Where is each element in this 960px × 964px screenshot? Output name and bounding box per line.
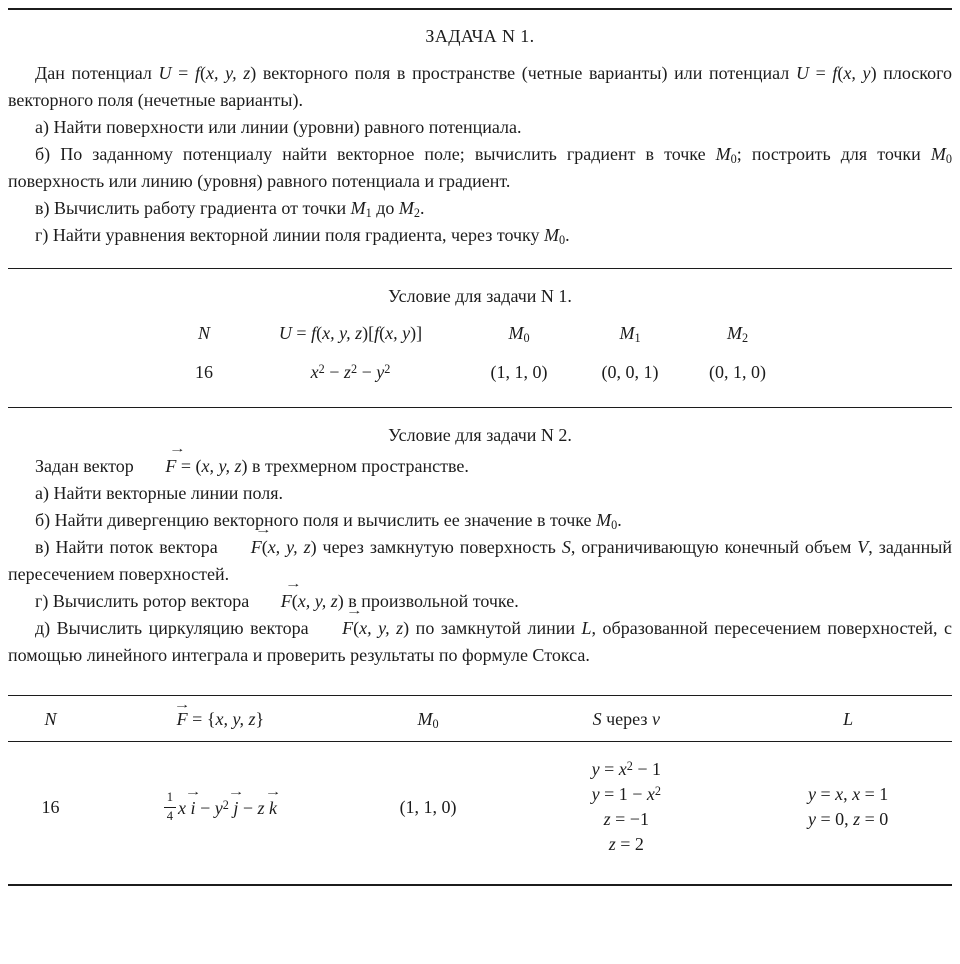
t2-field-formula: $\frac{1}{4}$ $x \to i - y^2 \to j - z \to k$ [93, 742, 348, 873]
t1-header-potential: U = f(x, y, z)[f(x, y)] [278, 323, 423, 343]
problem1-item-a: а) Найти поверхности или линии (уровни) равного потенциала. [35, 117, 522, 137]
t2-surface-equations: $y = x^2 - 1$ $y = 1 - x^2$ z = −1 z = 2 [591, 758, 662, 854]
problem2-intro: Задан вектор → F = (x, y, z) в трехмерном пространстве. [8, 453, 952, 480]
conditions2-table [8, 696, 952, 872]
t1-variant-number: 16 [195, 362, 213, 382]
conditions1-data-row [170, 353, 790, 392]
problem1-item-v: в) Вычислить работу градиента от точки M1 до M2. [35, 198, 425, 220]
t2-header-line: L [744, 696, 952, 742]
section-divider-2 [8, 407, 952, 408]
conditions2-header-row [8, 696, 952, 742]
t2-header-field: → F = {x, y, z} [93, 696, 348, 742]
t1-header-m1: M1 [619, 323, 641, 345]
bottom-rule [8, 884, 952, 886]
t2-header-variant: N [8, 696, 93, 742]
section-divider-1 [8, 268, 952, 269]
conditions1-header-row [170, 314, 790, 353]
t2-point-m0: (1, 1, 0) [399, 796, 457, 817]
problem1-item-g: г) Найти уравнения векторной линии поля градиента, через точку M0. [35, 225, 570, 247]
t1-point-m0: (1, 1, 0) [490, 362, 548, 382]
t1-header-variant: N [197, 323, 210, 343]
t2-header-surface: S через v [508, 696, 744, 742]
problem2-item-a: а) Найти векторные линии поля. [35, 483, 284, 503]
t1-potential-formula: $x^2 - z^2 - y^2$ [310, 361, 391, 382]
problem1-section [8, 60, 952, 249]
t2-header-m0: M0 [348, 696, 508, 742]
problem2-item-d: д) Вычислить циркуляцию вектора → F(x, y, z) по замкнутой линии L, образованной пересечением поверхностей, с помощью линейного интеграла и проверить результаты по формуле Стокса. [8, 615, 952, 669]
problem1-item-b: б) По заданному потенциалу найти векторное поле; вычислить градиент в точке M0; построить для точки M0 поверхность или линию (уровня) равного потенциала и градиент. [8, 144, 952, 191]
conditions1-heading: Условие для задачи N 1. [388, 286, 572, 306]
problem2-section [8, 453, 952, 669]
problem1-intro: Дан потенциал U = f(x, y, z) векторного поля в пространстве (четные варианты) или потенциал U = f(x, y) плоского векторного поля (нечетные варианты). [8, 63, 953, 110]
t1-point-m2: (0, 1, 0) [709, 362, 766, 382]
conditions2-heading: Условие для задачи N 2. [388, 425, 572, 445]
t1-header-m2: M2 [726, 323, 749, 345]
top-rule [8, 8, 952, 10]
problem2-item-b: б) Найти дивергенцию векторного поля и вычислить ее значение в точке M0. [35, 510, 622, 532]
t1-header-m0: M0 [508, 323, 530, 345]
t2-variant-number: 16 [41, 796, 60, 817]
t1-point-m1: (0, 0, 1) [601, 362, 659, 382]
page-title: ЗАДАЧА N 1. [425, 26, 535, 46]
conditions2-data-row [8, 742, 952, 873]
problem2-item-v: в) Найти поток вектора → F(x, y, z) через замкнутую поверхность S, ограничивающую конечный объем V, заданный пересечением поверхностей. [8, 534, 952, 588]
t2-line-equations: y = x, x = 1 y = 0, z = 0 [807, 784, 889, 829]
problem2-item-g: г) Вычислить ротор вектора → F(x, y, z) в произвольной точке. [8, 588, 952, 615]
conditions1-table [170, 314, 790, 392]
